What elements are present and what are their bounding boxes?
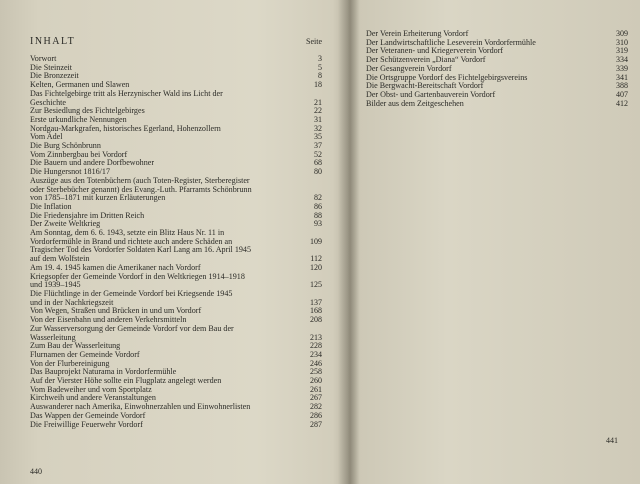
toc-entry-title: Von Wegen, Straßen und Brücken in und um Vordorf [30,306,202,316]
toc-entry-title: Die Bergwacht-Bereitschaft Vordorf [366,81,484,91]
toc-entry-title: Die Burg Schönbrunn [30,141,101,151]
toc-entry-page: 109 [310,236,322,246]
toc-entry-title: Der Gesangverein Vordorf [366,63,452,73]
toc-list-left [30,55,322,429]
toc-entry-title: Das Bauprojekt Naturama in Vordorfermühle [30,367,177,377]
page-number-right: 441 [606,436,618,445]
toc-entry-page: 112 [310,254,322,264]
toc-entry-page: 168 [310,306,322,316]
toc-entry-page: 52 [314,149,322,159]
toc-entry-page: 334 [616,55,628,65]
heading-text: INHALT [30,36,76,47]
toc-entry-page: 258 [310,367,322,377]
toc-entry-page: 261 [310,384,322,394]
toc-entry-page: 228 [310,341,322,351]
toc-entry-title: Die Freiwillige Feuerwehr Vordorf [30,419,143,429]
toc-entry-title: Das Wappen der Gemeinde Vordorf [30,410,146,420]
toc-entry-title: Erste urkundliche Nennungen [30,114,127,124]
toc-entry-title: Die Hungersnot 1816/17 [30,167,111,177]
toc-heading [30,36,322,49]
toc-entry-page: 319 [616,46,628,56]
toc-entry-title: Das Fichtelgebirge tritt als Herzynischer Wald ins Licht der Geschichte [30,88,223,107]
toc-entry-title: Vom Badeweiher und vom Sportplatz [30,384,152,394]
toc-entry-page: 213 [310,332,322,342]
toc-entry-page: 137 [310,297,322,307]
toc-entry-title: Kirchweih und andere Veranstaltungen [30,393,156,403]
toc-entry-page: 18 [314,80,322,90]
toc-entry-page: 267 [310,393,322,403]
page-column-label: Seite [306,37,322,46]
toc-entry-page: 35 [314,132,322,142]
toc-entry-title: Bilder aus dem Zeitgeschehen [366,98,464,108]
toc-entry-title: Vom Adel [30,132,63,142]
toc-entry-page: 246 [310,358,322,368]
toc-entry-page: 68 [314,158,322,168]
toc-entry [30,273,322,290]
toc-entry-title: Von der Flurbereinigung [30,358,110,368]
toc-entry-page: 120 [310,262,322,272]
toc-entry-title: Von der Eisenbahn und anderen Verkehrsmitteln [30,315,187,325]
toc-entry-title: Der Obst- und Gartenbauverein Vordorf [366,89,496,99]
toc-entry [30,90,322,107]
toc-entry-page: 37 [314,141,322,151]
toc-entry-page: 309 [616,29,628,38]
toc-entry-page: 208 [310,315,322,325]
toc-entry-page: 8 [318,71,322,81]
toc-entry-title: Die Flüchtlinge in der Gemeinde Vordorf bei Kriegsende 1945 und in der Nachkriegszeit [30,288,233,307]
toc-entry [30,55,322,64]
toc-entry [30,177,322,203]
toc-entry-title: Der Veteranen- und Kriegerverein Vordorf [366,46,504,56]
toc-entry-page: 341 [616,72,628,82]
toc-entry-title: Auswanderer nach Amerika, Einwohnerzahlen und Einwohnerlisten [30,402,251,412]
toc-entry-page: 339 [616,63,628,73]
toc-entry-title: Zur Besiedlung des Fichtelgebirges [30,106,145,116]
toc-entry-title: Der Zweite Weltkrieg [30,219,101,229]
toc-entry-page: 282 [310,402,322,412]
toc-entry-page: 234 [310,349,322,359]
toc-entry-page: 80 [314,167,322,177]
toc-entry [366,100,628,109]
toc-entry [30,325,322,342]
toc-entry-title: Der Schützenverein „Diana“ Vordorf [366,55,486,65]
toc-entry-page: 407 [616,89,628,99]
toc-entry-title: Auf der Vierster Höhe sollte ein Flugplatz angelegt werden [30,376,222,386]
book-gutter [338,0,360,484]
toc-entry-page: 31 [314,114,322,124]
toc-entry-title: Die Bronzezeit [30,71,79,81]
toc-entry [30,421,322,430]
toc-entry-page: 32 [314,123,322,133]
toc-entry-page: 287 [310,419,322,429]
page-number-left: 440 [30,467,42,476]
toc-entry-page: 3 [318,54,322,63]
left-page [30,36,322,429]
toc-entry-page: 86 [314,201,322,211]
toc-entry [30,246,322,263]
toc-entry-title: Die Steinzeit [30,62,73,72]
toc-entry-title: Am 19. 4. 1945 kamen die Amerikaner nach Vordorf [30,262,201,272]
toc-entry-page: 93 [314,219,322,229]
toc-entry [30,290,322,307]
toc-entry-page: 412 [616,98,628,108]
right-page [366,30,628,108]
toc-entry-title: Zur Wasserversorgung der Gemeinde Vordorf vor dem Bau der Wasserleitung [30,323,234,342]
toc-entry-page: 5 [318,62,322,72]
toc-list-right [366,30,628,108]
toc-entry-page: 310 [616,37,628,47]
toc-entry-title: Am Sonntag, dem 6. 6. 1943, setzte ein Blitz Haus Nr. 11 in Vordorfermühle in Brand und richtete auch andere Schäden an [30,228,233,246]
toc-entry-title: Flurnamen der Gemeinde Vordorf [30,349,140,359]
toc-entry-title: Der Landwirtschaftliche Leseverein Vordorfermühle [366,37,536,47]
toc-entry-title: Der Verein Erheiterung Vordorf [366,29,469,38]
toc-entry-title: Die Bauern und andere Dorfbewohner [30,158,155,168]
toc-entry-page: 286 [310,410,322,420]
toc-entry-title: Die Inflation [30,201,72,211]
toc-entry-title: Die Ortsgruppe Vordorf des Fichtelgebirgsvereins [366,72,528,82]
toc-entry-title: Vorwort [30,54,57,63]
toc-entry-title: Auszüge aus den Totenbüchern (auch Toten-Register, Sterberegister oder Sterbebücher genannt) des Evang.-Luth. Pfarramts Schönbrunn von 1785–1871 mit kurzen Erläuterungen [30,175,252,203]
toc-entry-title: Zum Bau der Wasserleitung [30,341,121,351]
toc-entry-page: 21 [314,97,322,107]
toc-entry-title: Kelten, Germanen und Slawen [30,80,130,90]
toc-entry-title: Vom Zinnbergbau bei Vordorf [30,149,128,159]
toc-entry-page: 22 [314,106,322,116]
toc-entry-page: 260 [310,376,322,386]
toc-entry-page: 88 [314,210,322,220]
toc-entry-page: 82 [314,193,322,203]
toc-entry-title: Die Friedensjahre im Dritten Reich [30,210,145,220]
toc-entry-title: Kriegsopfer der Gemeinde Vordorf in den Weltkriegen 1914–1918 und 1939–1945 [30,271,245,290]
toc-entry [30,229,322,246]
toc-entry-title: Tragischer Tod des Vordorfer Soldaten Karl Lang am 16. April 1945 auf dem Wolfstein [30,245,252,264]
toc-entry-page: 388 [616,81,628,91]
toc-entry [30,125,322,134]
toc-entry-page: 125 [310,280,322,290]
toc-entry-title: Nordgau-Markgrafen, historisches Egerland, Hohenzollern [30,123,221,133]
